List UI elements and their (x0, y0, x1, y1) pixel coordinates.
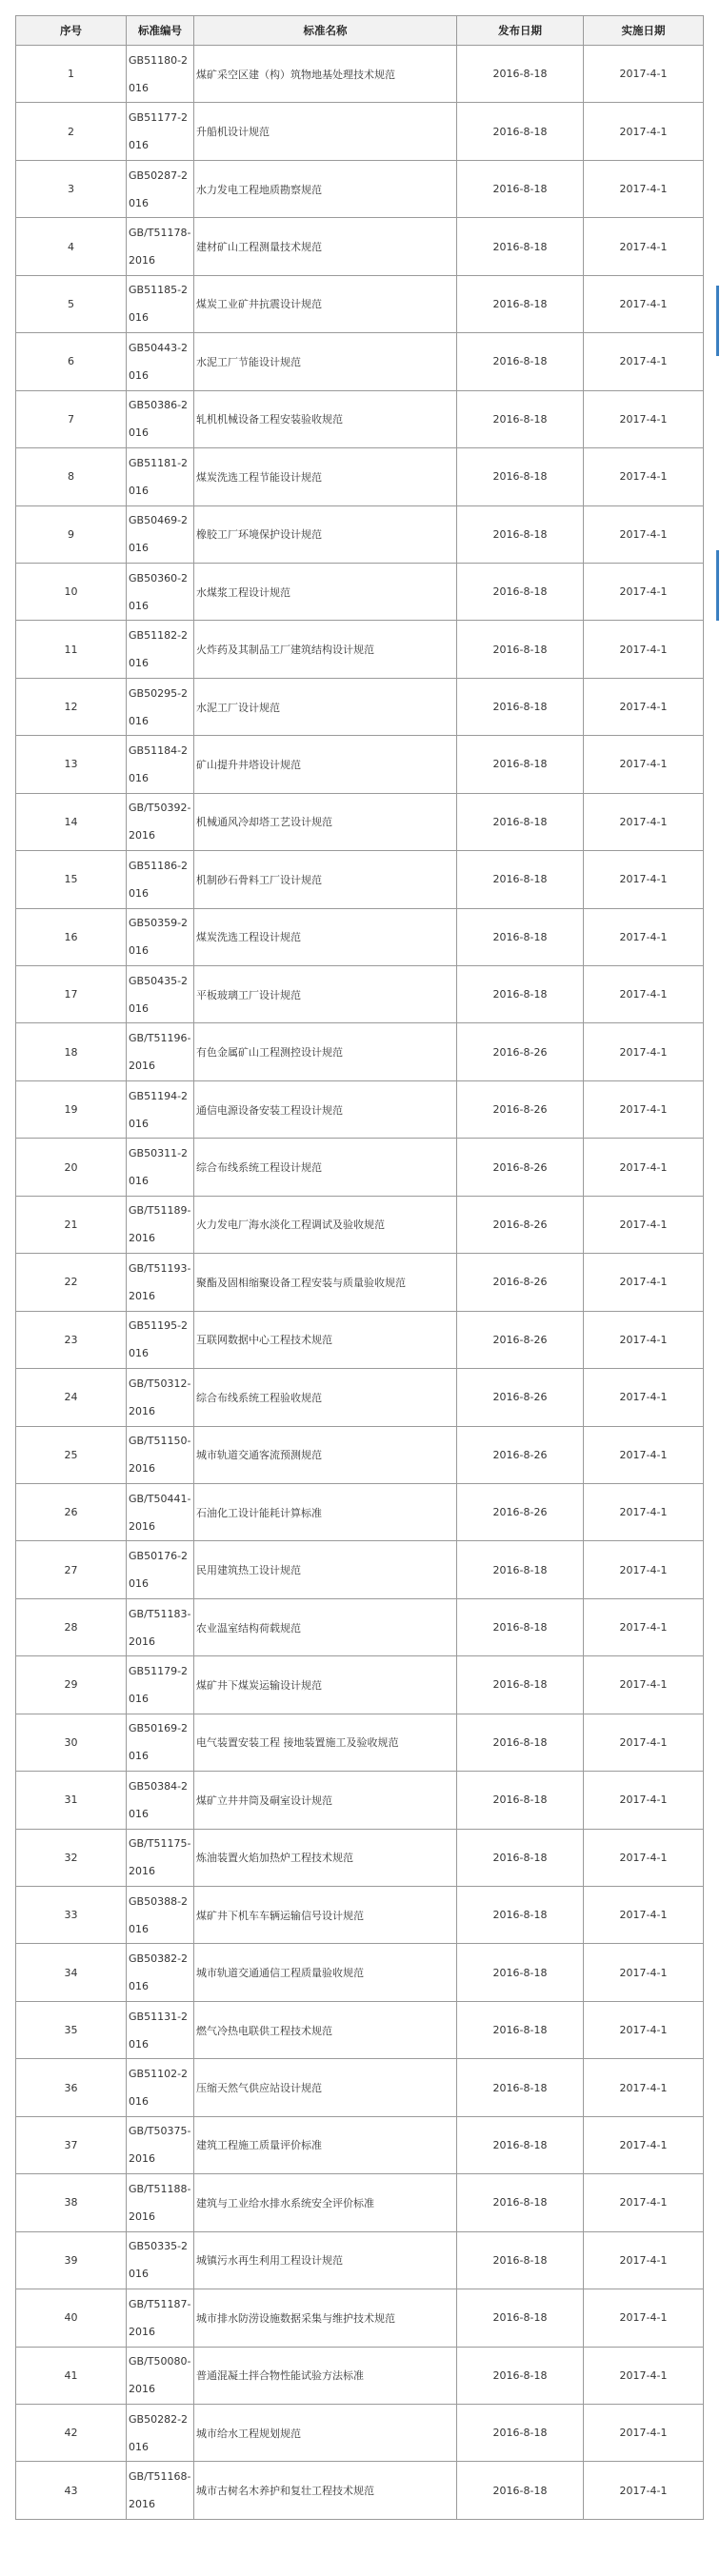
standard-code-cell: GB/T51168-2016 (127, 2462, 194, 2519)
serial-no-cell: 32 (16, 1829, 127, 1886)
table-row (16, 1541, 704, 1598)
table-row (16, 103, 704, 160)
scroll-indicator-bottom (716, 550, 719, 621)
publish-date-cell: 2016-8-18 (457, 103, 584, 160)
serial-no-cell: 31 (16, 1772, 127, 1829)
table-row (16, 966, 704, 1023)
publish-date-cell: 2016-8-18 (457, 160, 584, 217)
implement-date-cell: 2017-4-1 (584, 2462, 704, 2519)
serial-no-cell: 8 (16, 448, 127, 505)
serial-no-cell: 10 (16, 563, 127, 620)
serial-no-cell: 9 (16, 505, 127, 563)
serial-no-cell: 18 (16, 1023, 127, 1080)
standard-code-cell: GB/T51178-2016 (127, 218, 194, 275)
serial-no-cell: 2 (16, 103, 127, 160)
implement-date-cell: 2017-4-1 (584, 2231, 704, 2289)
serial-no-cell: 33 (16, 1887, 127, 1944)
implement-date-cell: 2017-4-1 (584, 1944, 704, 2001)
table-row (16, 908, 704, 965)
implement-date-cell: 2017-4-1 (584, 2116, 704, 2173)
table-row (16, 2059, 704, 2116)
implement-date-cell: 2017-4-1 (584, 1080, 704, 1138)
standard-code-cell: GB/T51189-2016 (127, 1196, 194, 1253)
standard-name-cell: 水泥工厂节能设计规范 (194, 333, 457, 390)
implement-date-cell: 2017-4-1 (584, 2059, 704, 2116)
implement-date-cell: 2017-4-1 (584, 1139, 704, 1196)
implement-date-cell: 2017-4-1 (584, 1887, 704, 1944)
table-row (16, 1887, 704, 1944)
header-implement-date: 实施日期 (584, 16, 704, 46)
implement-date-cell: 2017-4-1 (584, 1254, 704, 1311)
table-row (16, 563, 704, 620)
standard-name-cell: 煤炭洗选工程节能设计规范 (194, 448, 457, 505)
standard-code-cell: GB51131-2016 (127, 2001, 194, 2058)
serial-no-cell: 38 (16, 2174, 127, 2231)
standard-code-cell: GB50335-2016 (127, 2231, 194, 2289)
scroll-indicator-top (716, 286, 719, 356)
table-row (16, 1254, 704, 1311)
implement-date-cell: 2017-4-1 (584, 851, 704, 908)
table-row (16, 2174, 704, 2231)
implement-date-cell: 2017-4-1 (584, 2289, 704, 2347)
standard-code-cell: GB/T50441-2016 (127, 1483, 194, 1540)
table-row (16, 1656, 704, 1714)
implement-date-cell: 2017-4-1 (584, 505, 704, 563)
serial-no-cell: 26 (16, 1483, 127, 1540)
standard-name-cell: 水煤浆工程设计规范 (194, 563, 457, 620)
standard-name-cell: 煤矿立井井筒及硐室设计规范 (194, 1772, 457, 1829)
table-row (16, 1426, 704, 1483)
standard-code-cell: GB51177-2016 (127, 103, 194, 160)
implement-date-cell: 2017-4-1 (584, 2001, 704, 2058)
standard-name-cell: 民用建筑热工设计规范 (194, 1541, 457, 1598)
serial-no-cell: 12 (16, 678, 127, 735)
publish-date-cell: 2016-8-18 (457, 851, 584, 908)
serial-no-cell: 39 (16, 2231, 127, 2289)
standard-name-cell: 建筑与工业给水排水系统安全评价标准 (194, 2174, 457, 2231)
standard-name-cell: 水力发电工程地质勘察规范 (194, 160, 457, 217)
serial-no-cell: 34 (16, 1944, 127, 2001)
table-row (16, 1023, 704, 1080)
publish-date-cell: 2016-8-18 (457, 1829, 584, 1886)
publish-date-cell: 2016-8-26 (457, 1023, 584, 1080)
publish-date-cell: 2016-8-18 (457, 46, 584, 103)
table-row (16, 1080, 704, 1138)
publish-date-cell: 2016-8-18 (457, 2059, 584, 2116)
standard-name-cell: 农业温室结构荷载规范 (194, 1598, 457, 1655)
table-row (16, 333, 704, 390)
implement-date-cell: 2017-4-1 (584, 621, 704, 678)
standard-name-cell: 平板玻璃工厂设计规范 (194, 966, 457, 1023)
standard-code-cell: GB/T51175-2016 (127, 1829, 194, 1886)
implement-date-cell: 2017-4-1 (584, 103, 704, 160)
standard-code-cell: GB51180-2016 (127, 46, 194, 103)
table-row (16, 851, 704, 908)
table-row (16, 1139, 704, 1196)
publish-date-cell: 2016-8-26 (457, 1139, 584, 1196)
table-row (16, 2462, 704, 2519)
standard-code-cell: GB50469-2016 (127, 505, 194, 563)
implement-date-cell: 2017-4-1 (584, 333, 704, 390)
standard-name-cell: 综合布线系统工程验收规范 (194, 1369, 457, 1426)
standard-name-cell: 火炸药及其制品工厂建筑结构设计规范 (194, 621, 457, 678)
standard-name-cell: 炼油装置火焰加热炉工程技术规范 (194, 1829, 457, 1886)
standard-code-cell: GB51184-2016 (127, 736, 194, 793)
serial-no-cell: 11 (16, 621, 127, 678)
standard-code-cell: GB50359-2016 (127, 908, 194, 965)
standard-code-cell: GB51195-2016 (127, 1311, 194, 1368)
standard-code-cell: GB51185-2016 (127, 275, 194, 332)
serial-no-cell: 37 (16, 2116, 127, 2173)
publish-date-cell: 2016-8-18 (457, 1944, 584, 2001)
standard-name-cell: 普通混凝土拌合物性能试验方法标准 (194, 2347, 457, 2404)
table-row (16, 1829, 704, 1886)
standard-name-cell: 煤炭洗选工程设计规范 (194, 908, 457, 965)
publish-date-cell: 2016-8-26 (457, 1426, 584, 1483)
implement-date-cell: 2017-4-1 (584, 1426, 704, 1483)
table-row (16, 1196, 704, 1253)
implement-date-cell: 2017-4-1 (584, 793, 704, 850)
publish-date-cell: 2016-8-18 (457, 793, 584, 850)
serial-no-cell: 16 (16, 908, 127, 965)
standard-code-cell: GB/T50080-2016 (127, 2347, 194, 2404)
table-row (16, 1311, 704, 1368)
serial-no-cell: 20 (16, 1139, 127, 1196)
standard-name-cell: 煤炭工业矿井抗震设计规范 (194, 275, 457, 332)
standard-code-cell: GB51181-2016 (127, 448, 194, 505)
publish-date-cell: 2016-8-18 (457, 2289, 584, 2347)
publish-date-cell: 2016-8-18 (457, 2231, 584, 2289)
standard-name-cell: 石油化工设计能耗计算标准 (194, 1483, 457, 1540)
standard-name-cell: 燃气冷热电联供工程技术规范 (194, 2001, 457, 2058)
table-row (16, 275, 704, 332)
implement-date-cell: 2017-4-1 (584, 1714, 704, 1771)
implement-date-cell: 2017-4-1 (584, 966, 704, 1023)
table-row (16, 218, 704, 275)
publish-date-cell: 2016-8-18 (457, 2404, 584, 2461)
standard-name-cell: 机制砂石骨料工厂设计规范 (194, 851, 457, 908)
implement-date-cell: 2017-4-1 (584, 1656, 704, 1714)
standard-name-cell: 升船机设计规范 (194, 103, 457, 160)
standard-name-cell: 城镇污水再生利用工程设计规范 (194, 2231, 457, 2289)
standard-name-cell: 建材矿山工程测量技术规范 (194, 218, 457, 275)
table-row (16, 160, 704, 217)
standard-name-cell: 有色金属矿山工程测控设计规范 (194, 1023, 457, 1080)
implement-date-cell: 2017-4-1 (584, 275, 704, 332)
standard-name-cell: 橡胶工厂环境保护设计规范 (194, 505, 457, 563)
standard-code-cell: GB51179-2016 (127, 1656, 194, 1714)
standard-code-cell: GB50169-2016 (127, 1714, 194, 1771)
standard-code-cell: GB50282-2016 (127, 2404, 194, 2461)
serial-no-cell: 27 (16, 1541, 127, 1598)
table-row (16, 2289, 704, 2347)
publish-date-cell: 2016-8-18 (457, 2462, 584, 2519)
serial-no-cell: 15 (16, 851, 127, 908)
serial-no-cell: 24 (16, 1369, 127, 1426)
serial-no-cell: 21 (16, 1196, 127, 1253)
standard-name-cell: 城市轨道交通客流预测规范 (194, 1426, 457, 1483)
standard-name-cell: 城市排水防涝设施数据采集与维护技术规范 (194, 2289, 457, 2347)
implement-date-cell: 2017-4-1 (584, 46, 704, 103)
implement-date-cell: 2017-4-1 (584, 563, 704, 620)
implement-date-cell: 2017-4-1 (584, 2404, 704, 2461)
publish-date-cell: 2016-8-18 (457, 1714, 584, 1771)
table-row (16, 2404, 704, 2461)
serial-no-cell: 3 (16, 160, 127, 217)
publish-date-cell: 2016-8-18 (457, 621, 584, 678)
serial-no-cell: 36 (16, 2059, 127, 2116)
serial-no-cell: 6 (16, 333, 127, 390)
publish-date-cell: 2016-8-26 (457, 1483, 584, 1540)
publish-date-cell: 2016-8-18 (457, 736, 584, 793)
standard-name-cell: 煤矿井下煤炭运输设计规范 (194, 1656, 457, 1714)
standard-code-cell: GB/T51187-2016 (127, 2289, 194, 2347)
standard-code-cell: GB/T50375-2016 (127, 2116, 194, 2173)
publish-date-cell: 2016-8-18 (457, 966, 584, 1023)
table-row (16, 1944, 704, 2001)
serial-no-cell: 30 (16, 1714, 127, 1771)
publish-date-cell: 2016-8-18 (457, 218, 584, 275)
serial-no-cell: 25 (16, 1426, 127, 1483)
serial-no-cell: 14 (16, 793, 127, 850)
serial-no-cell: 19 (16, 1080, 127, 1138)
standard-name-cell: 火力发电厂海水淡化工程调试及验收规范 (194, 1196, 457, 1253)
standard-code-cell: GB50295-2016 (127, 678, 194, 735)
publish-date-cell: 2016-8-18 (457, 2347, 584, 2404)
table-row (16, 2347, 704, 2404)
header-row (16, 16, 704, 46)
implement-date-cell: 2017-4-1 (584, 1598, 704, 1655)
implement-date-cell: 2017-4-1 (584, 218, 704, 275)
standard-name-cell: 城市给水工程规划规范 (194, 2404, 457, 2461)
serial-no-cell: 4 (16, 218, 127, 275)
table-row (16, 1483, 704, 1540)
publish-date-cell: 2016-8-26 (457, 1311, 584, 1368)
publish-date-cell: 2016-8-26 (457, 1369, 584, 1426)
publish-date-cell: 2016-8-18 (457, 448, 584, 505)
table-row (16, 1714, 704, 1771)
implement-date-cell: 2017-4-1 (584, 678, 704, 735)
serial-no-cell: 28 (16, 1598, 127, 1655)
serial-no-cell: 41 (16, 2347, 127, 2404)
publish-date-cell: 2016-8-18 (457, 563, 584, 620)
serial-no-cell: 42 (16, 2404, 127, 2461)
implement-date-cell: 2017-4-1 (584, 2174, 704, 2231)
table-row (16, 678, 704, 735)
publish-date-cell: 2016-8-18 (457, 2174, 584, 2231)
publish-date-cell: 2016-8-18 (457, 678, 584, 735)
standard-code-cell: GB/T51183-2016 (127, 1598, 194, 1655)
standard-name-cell: 互联网数据中心工程技术规范 (194, 1311, 457, 1368)
serial-no-cell: 17 (16, 966, 127, 1023)
implement-date-cell: 2017-4-1 (584, 2347, 704, 2404)
standard-name-cell: 电气装置安装工程 接地装置施工及验收规范 (194, 1714, 457, 1771)
publish-date-cell: 2016-8-18 (457, 2001, 584, 2058)
standard-code-cell: GB50384-2016 (127, 1772, 194, 1829)
header-publish-date: 发布日期 (457, 16, 584, 46)
implement-date-cell: 2017-4-1 (584, 1369, 704, 1426)
header-serial-no: 序号 (16, 16, 127, 46)
table-row (16, 1598, 704, 1655)
header-standard-name: 标准名称 (194, 16, 457, 46)
publish-date-cell: 2016-8-18 (457, 1656, 584, 1714)
standard-name-cell: 机械通风冷却塔工艺设计规范 (194, 793, 457, 850)
standard-code-cell: GB50443-2016 (127, 333, 194, 390)
table-row (16, 46, 704, 103)
publish-date-cell: 2016-8-26 (457, 1254, 584, 1311)
standard-code-cell: GB50176-2016 (127, 1541, 194, 1598)
standard-code-cell: GB51186-2016 (127, 851, 194, 908)
standard-code-cell: GB/T50312-2016 (127, 1369, 194, 1426)
table-row (16, 1369, 704, 1426)
header-standard-code: 标准编号 (127, 16, 194, 46)
implement-date-cell: 2017-4-1 (584, 1829, 704, 1886)
implement-date-cell: 2017-4-1 (584, 160, 704, 217)
standard-name-cell: 聚酯及固相缩聚设备工程安装与质量验收规范 (194, 1254, 457, 1311)
table-row (16, 2001, 704, 2058)
standard-name-cell: 矿山提升井塔设计规范 (194, 736, 457, 793)
implement-date-cell: 2017-4-1 (584, 736, 704, 793)
table-row (16, 390, 704, 447)
table-row (16, 1772, 704, 1829)
standard-code-cell: GB/T51188-2016 (127, 2174, 194, 2231)
implement-date-cell: 2017-4-1 (584, 1196, 704, 1253)
publish-date-cell: 2016-8-18 (457, 390, 584, 447)
standard-name-cell: 轧机机械设备工程安装验收规范 (194, 390, 457, 447)
serial-no-cell: 13 (16, 736, 127, 793)
implement-date-cell: 2017-4-1 (584, 1311, 704, 1368)
standard-code-cell: GB50311-2016 (127, 1139, 194, 1196)
publish-date-cell: 2016-8-18 (457, 1541, 584, 1598)
serial-no-cell: 29 (16, 1656, 127, 1714)
implement-date-cell: 2017-4-1 (584, 448, 704, 505)
table-row (16, 2116, 704, 2173)
standard-code-cell: GB50287-2016 (127, 160, 194, 217)
publish-date-cell: 2016-8-18 (457, 1887, 584, 1944)
standard-code-cell: GB/T51193-2016 (127, 1254, 194, 1311)
serial-no-cell: 1 (16, 46, 127, 103)
table-row (16, 505, 704, 563)
standard-name-cell: 煤矿采空区建（构）筑物地基处理技术规范 (194, 46, 457, 103)
standard-code-cell: GB/T51196-2016 (127, 1023, 194, 1080)
standard-name-cell: 城市轨道交通通信工程质量验收规范 (194, 1944, 457, 2001)
standard-code-cell: GB51102-2016 (127, 2059, 194, 2116)
table-row (16, 448, 704, 505)
standard-code-cell: GB50360-2016 (127, 563, 194, 620)
publish-date-cell: 2016-8-18 (457, 505, 584, 563)
standards-table (15, 15, 704, 2520)
publish-date-cell: 2016-8-18 (457, 333, 584, 390)
serial-no-cell: 35 (16, 2001, 127, 2058)
standard-name-cell: 煤矿井下机车车辆运输信号设计规范 (194, 1887, 457, 1944)
standard-code-cell: GB/T51150-2016 (127, 1426, 194, 1483)
table-row (16, 2231, 704, 2289)
serial-no-cell: 23 (16, 1311, 127, 1368)
standard-code-cell: GB/T50392-2016 (127, 793, 194, 850)
standard-name-cell: 城市古树名木养护和复壮工程技术规范 (194, 2462, 457, 2519)
publish-date-cell: 2016-8-26 (457, 1080, 584, 1138)
serial-no-cell: 7 (16, 390, 127, 447)
standard-name-cell: 水泥工厂设计规范 (194, 678, 457, 735)
implement-date-cell: 2017-4-1 (584, 390, 704, 447)
serial-no-cell: 22 (16, 1254, 127, 1311)
publish-date-cell: 2016-8-26 (457, 1196, 584, 1253)
table-row (16, 736, 704, 793)
standard-name-cell: 通信电源设备安装工程设计规范 (194, 1080, 457, 1138)
publish-date-cell: 2016-8-18 (457, 275, 584, 332)
standard-code-cell: GB50435-2016 (127, 966, 194, 1023)
implement-date-cell: 2017-4-1 (584, 1023, 704, 1080)
publish-date-cell: 2016-8-18 (457, 1772, 584, 1829)
standard-name-cell: 建筑工程施工质量评价标准 (194, 2116, 457, 2173)
table-row (16, 793, 704, 850)
publish-date-cell: 2016-8-18 (457, 908, 584, 965)
serial-no-cell: 43 (16, 2462, 127, 2519)
standard-code-cell: GB51182-2016 (127, 621, 194, 678)
standard-name-cell: 综合布线系统工程设计规范 (194, 1139, 457, 1196)
standard-code-cell: GB50382-2016 (127, 1944, 194, 2001)
serial-no-cell: 40 (16, 2289, 127, 2347)
table-row (16, 621, 704, 678)
publish-date-cell: 2016-8-18 (457, 1598, 584, 1655)
standard-name-cell: 压缩天然气供应站设计规范 (194, 2059, 457, 2116)
publish-date-cell: 2016-8-18 (457, 2116, 584, 2173)
implement-date-cell: 2017-4-1 (584, 1772, 704, 1829)
implement-date-cell: 2017-4-1 (584, 1483, 704, 1540)
standard-code-cell: GB50388-2016 (127, 1887, 194, 1944)
serial-no-cell: 5 (16, 275, 127, 332)
standard-code-cell: GB51194-2016 (127, 1080, 194, 1138)
standard-code-cell: GB50386-2016 (127, 390, 194, 447)
implement-date-cell: 2017-4-1 (584, 908, 704, 965)
implement-date-cell: 2017-4-1 (584, 1541, 704, 1598)
